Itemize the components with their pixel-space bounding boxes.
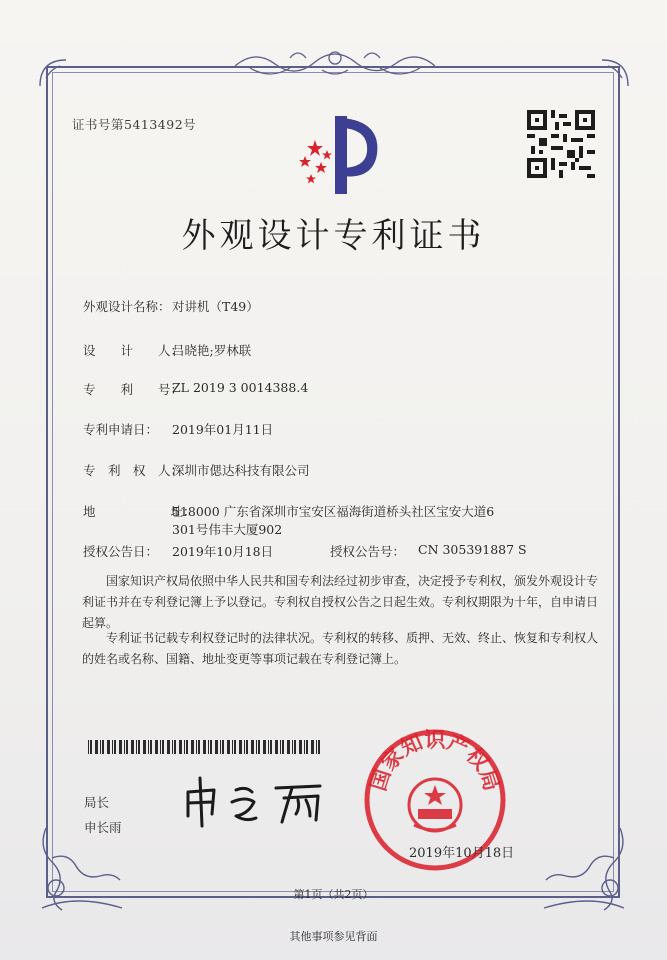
top-ornament-icon — [230, 44, 440, 84]
signatory-title: 局长 — [84, 795, 110, 810]
corner-ornament-top-left-icon — [38, 58, 68, 88]
svg-text:国家知识产权局 — [365, 727, 505, 793]
grant-date-label: 授权公告日： — [83, 544, 159, 559]
grant-statement-paragraph: 国家知识产权局依照中华人民共和国专利法经过初步审查，决定授予专利权，颁发外观设计专利证书并在专利登记簿上予以登记。专利权自授权公告之日起生效。专利权期限为十年，自申请日起算。 — [82, 574, 599, 630]
corner-ornament-top-right-icon — [600, 58, 630, 88]
design-name-value: 对讲机（T49） — [172, 299, 259, 314]
grant-number-value: CN 305391887 S — [418, 542, 527, 557]
signatory-name: 申长雨 — [84, 820, 122, 835]
footer-note: 其他事项参见背面 — [289, 930, 378, 943]
designer-label: 设 计 人： — [83, 343, 184, 358]
handwritten-signature — [180, 770, 340, 830]
address-label: 地 址： — [83, 504, 196, 519]
filing-date-value: 2019年01月11日 — [172, 422, 274, 437]
filing-date-label: 专利申请日： — [83, 422, 159, 437]
certificate-number: 证书号第5413492号 — [72, 117, 197, 132]
patentee-value: 深圳市偲达科技有限公司 — [172, 463, 310, 478]
certificate-title: 外观设计专利证书 — [181, 216, 486, 256]
patent-number-label: 专 利 号： — [83, 382, 184, 397]
page-info: 第1页（共2页） — [293, 888, 374, 901]
patent-office-logo-icon — [285, 110, 385, 200]
address-line-2: 301号伟丰大厦902 — [172, 522, 283, 537]
seal-date: 2019年10月18日 — [409, 846, 515, 861]
patentee-label: 专 利 权 人： — [83, 463, 184, 478]
grant-number-label: 授权公告号： — [330, 544, 406, 559]
grant-date-value: 2019年10月18日 — [172, 544, 274, 559]
legal-status-paragraph: 专利证书记载专利权登记时的法律状况。专利权的转移、质押、无效、终止、恢复和专利权人的姓名或名称、国籍、地址变更等事项记载在专利登记簿上。 — [82, 631, 599, 666]
qr-code-icon — [527, 110, 595, 178]
barcode-icon — [88, 740, 324, 754]
seal-text: 国家知识产权局 — [365, 727, 505, 794]
patent-number-value: ZL 2019 3 0014388.4 — [172, 380, 309, 395]
national-emblem-icon — [409, 779, 461, 831]
address-line-1: 518000 广东省深圳市宝安区福海街道桥头社区宝安大道6 — [172, 504, 495, 519]
designer-value: 吕晓艳;罗林联 — [172, 343, 252, 358]
design-name-label: 外观设计名称： — [83, 299, 171, 314]
